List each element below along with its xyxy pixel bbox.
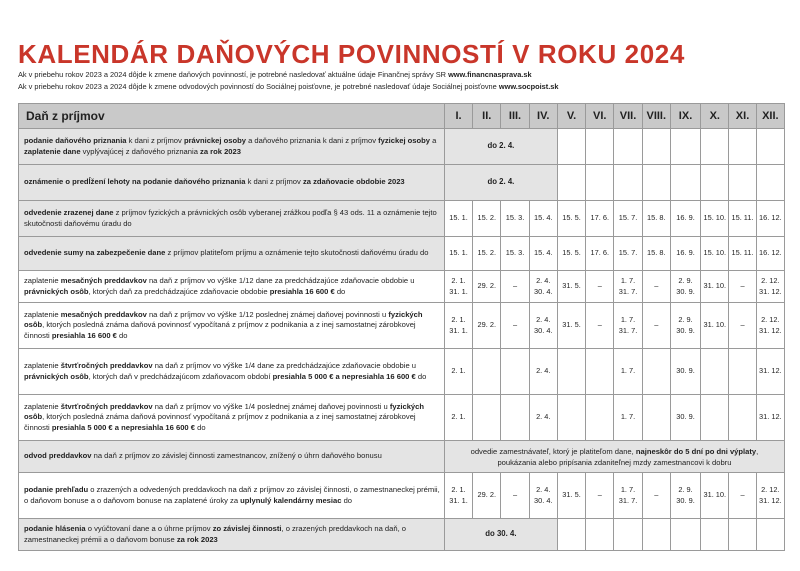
- month-header: IV.: [529, 104, 557, 129]
- deadline-cell: 2. 1.: [444, 395, 472, 441]
- deadline-cell: [501, 395, 529, 441]
- deadline-cell: –: [586, 473, 614, 519]
- obligation-description: zaplatenie štvrťročných preddavkov na daň z príjmov vo výške 1/4 dane za predchádzajúce zdaňovacie obdobie u právnických osôb, ktorých daň v predchádzajúcom zdaňovacom období presiahla 5 000 € a nepresiahla 16 600 € do: [19, 349, 445, 395]
- deadline-cell: 2. 12. 31. 12.: [756, 303, 784, 349]
- deadline-cell: 16. 9.: [670, 237, 700, 271]
- deadline-cell: 15. 5.: [557, 237, 585, 271]
- deadline-cell: [473, 395, 501, 441]
- deadline-cell: 15. 7.: [614, 201, 642, 237]
- deadline-cell: 15. 2.: [473, 237, 501, 271]
- table-row: [19, 349, 785, 395]
- deadline-cell: [642, 519, 670, 551]
- deadline-cell: 29. 2.: [473, 303, 501, 349]
- month-header: XII.: [756, 104, 784, 129]
- subtitle-1-text: Ak v priebehu rokov 2023 a 2024 dôjde k zmene daňových povinností, je potrebné nasledovať aktuálne údaje Finančnej správy SR: [18, 70, 449, 79]
- obligation-description: podanie daňového priznania k dani z príjmov právnickej osoby a daňového priznania k dani z príjmov fyzickej osoby a zaplatenie dane vyplývajúcej z daňového priznania za rok 2023: [19, 129, 445, 165]
- deadline-cell: 15. 2.: [473, 201, 501, 237]
- deadline-cell: 15. 3.: [501, 201, 529, 237]
- month-header: III.: [501, 104, 529, 129]
- table-row: [19, 303, 785, 349]
- deadline-cell: 31. 12.: [756, 349, 784, 395]
- table-row: [19, 473, 785, 519]
- deadline-cell: 15. 5.: [557, 201, 585, 237]
- deadline-cell: 15. 4.: [529, 237, 557, 271]
- page-title: KALENDÁR DAŇOVÝCH POVINNOSTÍ V ROKU 2024: [18, 39, 685, 69]
- deadline-cell: 2. 4. 30. 4.: [529, 303, 557, 349]
- deadline-cell: –: [501, 271, 529, 303]
- deadline-cell: 2. 4. 30. 4.: [529, 473, 557, 519]
- deadline-cell: [701, 395, 729, 441]
- deadline-cell: 2. 12. 31. 12.: [756, 271, 784, 303]
- deadline-cell: 31. 5.: [557, 271, 585, 303]
- subtitle-line-1: [18, 69, 780, 80]
- deadline-cell: 15. 3.: [501, 237, 529, 271]
- deadline-cell: 17. 6.: [586, 237, 614, 271]
- deadline-cell: 1. 7.: [614, 349, 642, 395]
- deadline-cell: –: [586, 303, 614, 349]
- deadline-cell: 31. 12.: [756, 395, 784, 441]
- deadline-cell: [557, 519, 585, 551]
- month-header: VI.: [586, 104, 614, 129]
- deadline-cell: [586, 349, 614, 395]
- deadline-cell: –: [729, 303, 756, 349]
- table-header-row: [19, 104, 785, 129]
- obligation-description: zaplatenie mesačných preddavkov na daň z príjmov vo výške 1/12 dane za predchádzajúce zdaňovacie obdobie u právnických osôb, ktorých daň za predchádzajúce zdaňovacie obdobie presiahla 16 600 € do: [19, 271, 445, 303]
- deadline-cell: 2. 1. 31. 1.: [444, 271, 472, 303]
- deadline-cell: [642, 395, 670, 441]
- deadline-cell: [756, 519, 784, 551]
- deadline-cell: [729, 349, 756, 395]
- document-header: [18, 40, 780, 92]
- deadline-cell: [729, 129, 756, 165]
- deadline-cell: [729, 165, 756, 201]
- deadline-cell: 2. 4.: [529, 349, 557, 395]
- obligation-description: oznámenie o predĺžení lehoty na podanie daňového priznania k dani z príjmov za zdaňovacie obdobie 2023: [19, 165, 445, 201]
- deadline-cell: [557, 129, 585, 165]
- deadline-span: do 30. 4.: [444, 519, 557, 551]
- deadline-cell: [557, 395, 585, 441]
- month-header: V.: [557, 104, 585, 129]
- month-header: XI.: [729, 104, 756, 129]
- obligation-description: odvedenie zrazenej dane z príjmov fyzických a právnických osôb vyberanej zrážkou podľa § 43 ods. 11 a oznámenie tejto skutočnosti daňovému úradu do: [19, 201, 445, 237]
- subtitle-line-2: [18, 81, 780, 92]
- deadline-cell: [586, 395, 614, 441]
- table-row: [19, 237, 785, 271]
- deadline-cell: 15. 8.: [642, 201, 670, 237]
- table-row: [19, 395, 785, 441]
- deadline-cell: [614, 129, 642, 165]
- deadline-cell: [756, 165, 784, 201]
- deadline-cell: [642, 129, 670, 165]
- deadline-cell: [614, 519, 642, 551]
- obligation-description: podanie hlásenia o vyúčtovaní dane a o úhrne príjmov zo závislej činnosti, o zrazených preddavkoch na daň, o zamestnaneckej prémii a o daňovom bonuse za rok 2023: [19, 519, 445, 551]
- obligation-description: zaplatenie mesačných preddavkov na daň z príjmov vo výške 1/12 poslednej známej daňovej povinnosti u fyzických osôb, ktorých posledná známa daňová povinnosť vypočítaná z príjmov z podnikania a z inej samostatnej zárobkovej činnosti presiahla 16 600 € do: [19, 303, 445, 349]
- deadline-cell: [670, 165, 700, 201]
- deadline-cell: [756, 129, 784, 165]
- deadline-cell: 31. 10.: [701, 473, 729, 519]
- deadline-cell: 31. 5.: [557, 303, 585, 349]
- deadline-cell: 15. 1.: [444, 237, 472, 271]
- deadline-cell: –: [501, 303, 529, 349]
- header-label: Daň z príjmov: [19, 104, 445, 129]
- deadline-cell: –: [729, 271, 756, 303]
- deadline-cell: [557, 349, 585, 395]
- deadline-cell: [701, 519, 729, 551]
- deadline-cell: 2. 1.: [444, 349, 472, 395]
- deadline-cell: 2. 1. 31. 1.: [444, 473, 472, 519]
- deadline-cell: 16. 12.: [756, 237, 784, 271]
- deadline-cell: 2. 1. 31. 1.: [444, 303, 472, 349]
- deadline-cell: [670, 519, 700, 551]
- month-header: X.: [701, 104, 729, 129]
- deadline-cell: –: [729, 473, 756, 519]
- obligation-description: odvedenie sumy na zabezpečenie dane z príjmov platiteľom príjmu a oznámenie tejto skutočnosti daňovému úradu do: [19, 237, 445, 271]
- subtitle-2-text: Ak v priebehu rokov 2023 a 2024 dôjde k zmene odvodových povinností do Sociálnej poisťovne, je potrebné nasledovať údaje Sociálnej poisťovne: [18, 82, 499, 91]
- deadline-cell: 15. 11.: [729, 237, 756, 271]
- deadline-cell: 15. 11.: [729, 201, 756, 237]
- deadline-cell: 2. 4. 30. 4.: [529, 271, 557, 303]
- deadline-cell: 15. 8.: [642, 237, 670, 271]
- month-header: IX.: [670, 104, 700, 129]
- table-row: [19, 201, 785, 237]
- deadline-cell: –: [501, 473, 529, 519]
- deadline-cell: 1. 7. 31. 7.: [614, 303, 642, 349]
- deadline-cell: 31. 10.: [701, 303, 729, 349]
- deadline-cell: 15. 10.: [701, 201, 729, 237]
- deadline-cell: [701, 165, 729, 201]
- deadline-cell: 1. 7. 31. 7.: [614, 473, 642, 519]
- deadline-cell: 31. 5.: [557, 473, 585, 519]
- deadline-cell: 2. 9. 30. 9.: [670, 303, 700, 349]
- deadline-cell: 2. 9. 30. 9.: [670, 271, 700, 303]
- deadline-cell: [473, 349, 501, 395]
- deadline-cell: 2. 12. 31. 12.: [756, 473, 784, 519]
- deadline-cell: [614, 165, 642, 201]
- deadline-cell: [729, 395, 756, 441]
- deadline-cell: 15. 1.: [444, 201, 472, 237]
- deadline-cell: –: [642, 473, 670, 519]
- table-row: [19, 129, 785, 165]
- deadline-cell: [670, 129, 700, 165]
- deadline-span: do 2. 4.: [444, 129, 557, 165]
- month-header: I.: [444, 104, 472, 129]
- deadline-cell: [642, 165, 670, 201]
- deadline-cell: –: [642, 271, 670, 303]
- obligation-description: odvod preddavkov na daň z príjmov zo závislej činnosti zamestnancov, znížený o úhrn daňového bonusu: [19, 441, 445, 473]
- deadline-cell: [586, 519, 614, 551]
- deadline-cell: [642, 349, 670, 395]
- deadline-note: odvedie zamestnávateľ, ktorý je platiteľom dane, najneskôr do 5 dní po dni výplaty, poukázania alebo pripísania zdaniteľnej mzdy zamestnancovi k dobru: [444, 441, 784, 473]
- table-row: [19, 271, 785, 303]
- table-body: [19, 129, 785, 551]
- table-row: [19, 441, 785, 473]
- deadline-cell: 15. 7.: [614, 237, 642, 271]
- financnasprava-link[interactable]: www.financnasprava.sk: [448, 70, 532, 79]
- deadline-cell: 29. 2.: [473, 271, 501, 303]
- deadline-cell: –: [586, 271, 614, 303]
- table-row: [19, 519, 785, 551]
- deadline-cell: 2. 4.: [529, 395, 557, 441]
- deadline-cell: 15. 4.: [529, 201, 557, 237]
- tax-calendar-table: [18, 103, 785, 551]
- deadline-cell: 16. 12.: [756, 201, 784, 237]
- deadline-cell: 1. 7. 31. 7.: [614, 271, 642, 303]
- deadline-cell: [729, 519, 756, 551]
- obligation-description: zaplatenie štvrťročných preddavkov na daň z príjmov vo výške 1/4 poslednej známej daňovej povinnosti u fyzických osôb, ktorých posledná známa daňová povinnosť vypočítaná z príjmov z podnikania a z inej samostatnej zárobkovej činnosti presiahla 5 000 € a nepresiahla 16 600 € do: [19, 395, 445, 441]
- deadline-cell: 2. 9. 30. 9.: [670, 473, 700, 519]
- month-header: VII.: [614, 104, 642, 129]
- obligation-description: podanie prehľadu o zrazených a odvedených preddavkoch na daň z príjmov zo závislej činnosti, o zamestnaneckej prémii, o daňovom bonuse a o daňovom bonuse na zaplatené úroky za uplynulý kalendárny mesiac do: [19, 473, 445, 519]
- deadline-cell: 16. 9.: [670, 201, 700, 237]
- deadline-cell: 17. 6.: [586, 201, 614, 237]
- month-header: II.: [473, 104, 501, 129]
- deadline-cell: 30. 9.: [670, 395, 700, 441]
- deadline-cell: [586, 129, 614, 165]
- deadline-cell: [701, 129, 729, 165]
- deadline-cell: 31. 10.: [701, 271, 729, 303]
- deadline-cell: 30. 9.: [670, 349, 700, 395]
- deadline-cell: –: [642, 303, 670, 349]
- month-header: VIII.: [642, 104, 670, 129]
- deadline-cell: 29. 2.: [473, 473, 501, 519]
- deadline-cell: 15. 10.: [701, 237, 729, 271]
- deadline-cell: [701, 349, 729, 395]
- socpoist-link[interactable]: www.socpoist.sk: [498, 82, 559, 91]
- deadline-cell: 1. 7.: [614, 395, 642, 441]
- deadline-span: do 2. 4.: [444, 165, 557, 201]
- deadline-cell: [557, 165, 585, 201]
- deadline-cell: [501, 349, 529, 395]
- deadline-cell: [586, 165, 614, 201]
- table-row: [19, 165, 785, 201]
